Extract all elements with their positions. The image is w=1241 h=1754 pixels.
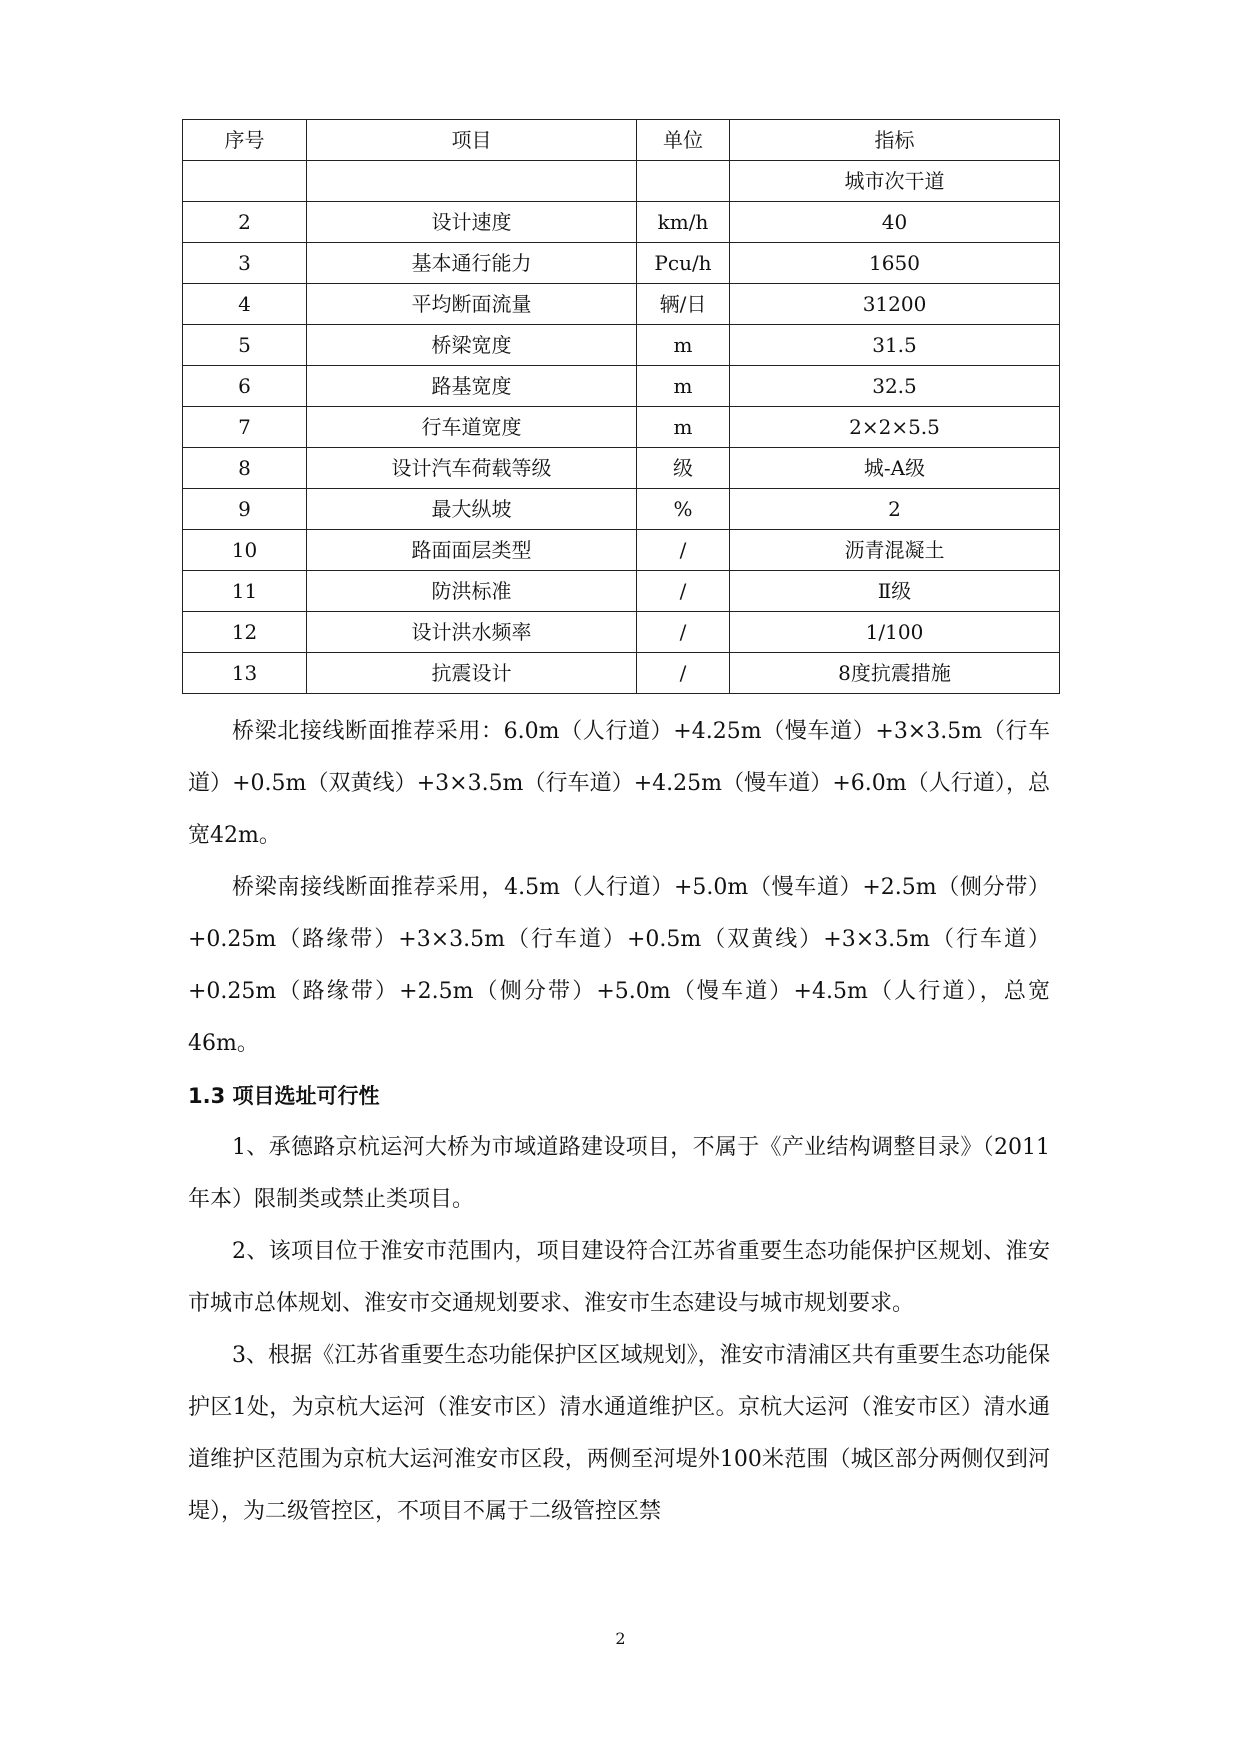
cell-item: 桥梁宽度 xyxy=(307,325,637,366)
cell-item: 路基宽度 xyxy=(307,366,637,407)
cell-index: 12 xyxy=(183,612,307,653)
cell-index: 13 xyxy=(183,653,307,694)
cell-unit: km/h xyxy=(637,202,730,243)
cell-unit: 辆/日 xyxy=(637,284,730,325)
cell-value: 1/100 xyxy=(730,612,1060,653)
cell-unit: / xyxy=(637,612,730,653)
cell-value: 31200 xyxy=(730,284,1060,325)
paragraph-item-3: 3、根据《江苏省重要生态功能保护区区域规划》，淮安市清浦区共有重要生态功能保护区1处，为京杭大运河（淮安市区）清水通道维护区。京杭大运河（淮安市区）清水通道维护区范围为京杭大运河淮安市区段，两侧至河堤外100米范围（城区部分两侧仅到河堤），为二级管控区，不项目不属于二级管控区禁 xyxy=(188,1343,1050,1524)
cell-value: Ⅱ级 xyxy=(730,571,1060,612)
cell-index: 6 xyxy=(183,366,307,407)
cell-item: 平均断面流量 xyxy=(307,284,637,325)
cell-unit xyxy=(637,161,730,202)
cell-unit: m xyxy=(637,407,730,448)
cell-unit: m xyxy=(637,366,730,407)
table-row xyxy=(183,161,1060,202)
table-row xyxy=(183,448,1060,489)
cell-value: 2×2×5.5 xyxy=(730,407,1060,448)
cell-unit: Pcu/h xyxy=(637,243,730,284)
cell-index: 7 xyxy=(183,407,307,448)
cell-item: 设计速度 xyxy=(307,202,637,243)
paragraph-north-section: 桥梁北接线断面推荐采用：6.0m（人行道）+4.25m（慢车道）+3×3.5m（行车道）+0.5m（双黄线）+3×3.5m（行车道）+4.25m（慢车道）+6.0m（人行道），总宽42m。 xyxy=(188,719,1050,848)
cell-item: 设计汽车荷载等级 xyxy=(307,448,637,489)
table-row xyxy=(183,571,1060,612)
cell-index: 3 xyxy=(183,243,307,284)
cell-index: 4 xyxy=(183,284,307,325)
cell-item: 防洪标准 xyxy=(307,571,637,612)
cell-item: 路面面层类型 xyxy=(307,530,637,571)
cell-index: 5 xyxy=(183,325,307,366)
cell-value: 2 xyxy=(730,489,1060,530)
cell-index xyxy=(183,161,307,202)
paragraph-item-2: 2、该项目位于淮安市范围内，项目建设符合江苏省重要生态功能保护区规划、淮安市城市总体规划、淮安市交通规划要求、淮安市生态建设与城市规划要求。 xyxy=(188,1239,1050,1316)
table-row xyxy=(183,530,1060,571)
cell-value: 城-A级 xyxy=(730,448,1060,489)
paragraph-south-section: 桥梁南接线断面推荐采用，4.5m（人行道）+5.0m（慢车道）+2.5m（侧分带）+0.25m（路缘带）+3×3.5m（行车道）+0.5m（双黄线）+3×3.5m（行车道）+0.25m（路缘带）+2.5m（侧分带）+5.0m（慢车道）+4.5m（人行道），总宽46m。 xyxy=(188,875,1050,1056)
cell-value: 1650 xyxy=(730,243,1060,284)
body-text xyxy=(188,706,1050,1538)
table-row xyxy=(183,653,1060,694)
cell-value: 32.5 xyxy=(730,366,1060,407)
table-row xyxy=(183,366,1060,407)
cell-unit: / xyxy=(637,653,730,694)
table-row xyxy=(183,407,1060,448)
spec-table xyxy=(182,119,1060,694)
table-row xyxy=(183,202,1060,243)
table-row xyxy=(183,284,1060,325)
header-index: 序号 xyxy=(183,120,307,161)
paragraph-item-1: 1、承德路京杭运河大桥为市域道路建设项目，不属于《产业结构调整目录》（2011年本）限制类或禁止类项目。 xyxy=(188,1135,1050,1212)
cell-index: 10 xyxy=(183,530,307,571)
cell-item: 设计洪水频率 xyxy=(307,612,637,653)
header-unit: 单位 xyxy=(637,120,730,161)
table-header-row xyxy=(183,120,1060,161)
cell-value: 31.5 xyxy=(730,325,1060,366)
cell-index: 11 xyxy=(183,571,307,612)
cell-value: 城市次干道 xyxy=(730,161,1060,202)
header-item: 项目 xyxy=(307,120,637,161)
cell-item: 抗震设计 xyxy=(307,653,637,694)
table-row xyxy=(183,489,1060,530)
page-number: 2 xyxy=(615,1629,626,1648)
cell-unit: % xyxy=(637,489,730,530)
cell-unit: 级 xyxy=(637,448,730,489)
cell-item xyxy=(307,161,637,202)
section-heading: 1.3 项目选址可行性 xyxy=(188,1084,380,1108)
cell-index: 8 xyxy=(183,448,307,489)
cell-item: 最大纵坡 xyxy=(307,489,637,530)
cell-value: 沥青混凝土 xyxy=(730,530,1060,571)
cell-index: 9 xyxy=(183,489,307,530)
cell-unit: m xyxy=(637,325,730,366)
cell-value: 8度抗震措施 xyxy=(730,653,1060,694)
cell-unit: / xyxy=(637,530,730,571)
table-row xyxy=(183,612,1060,653)
header-value: 指标 xyxy=(730,120,1060,161)
cell-item: 基本通行能力 xyxy=(307,243,637,284)
table-row xyxy=(183,243,1060,284)
cell-value: 40 xyxy=(730,202,1060,243)
cell-item: 行车道宽度 xyxy=(307,407,637,448)
cell-unit: / xyxy=(637,571,730,612)
cell-index: 2 xyxy=(183,202,307,243)
table-row xyxy=(183,325,1060,366)
